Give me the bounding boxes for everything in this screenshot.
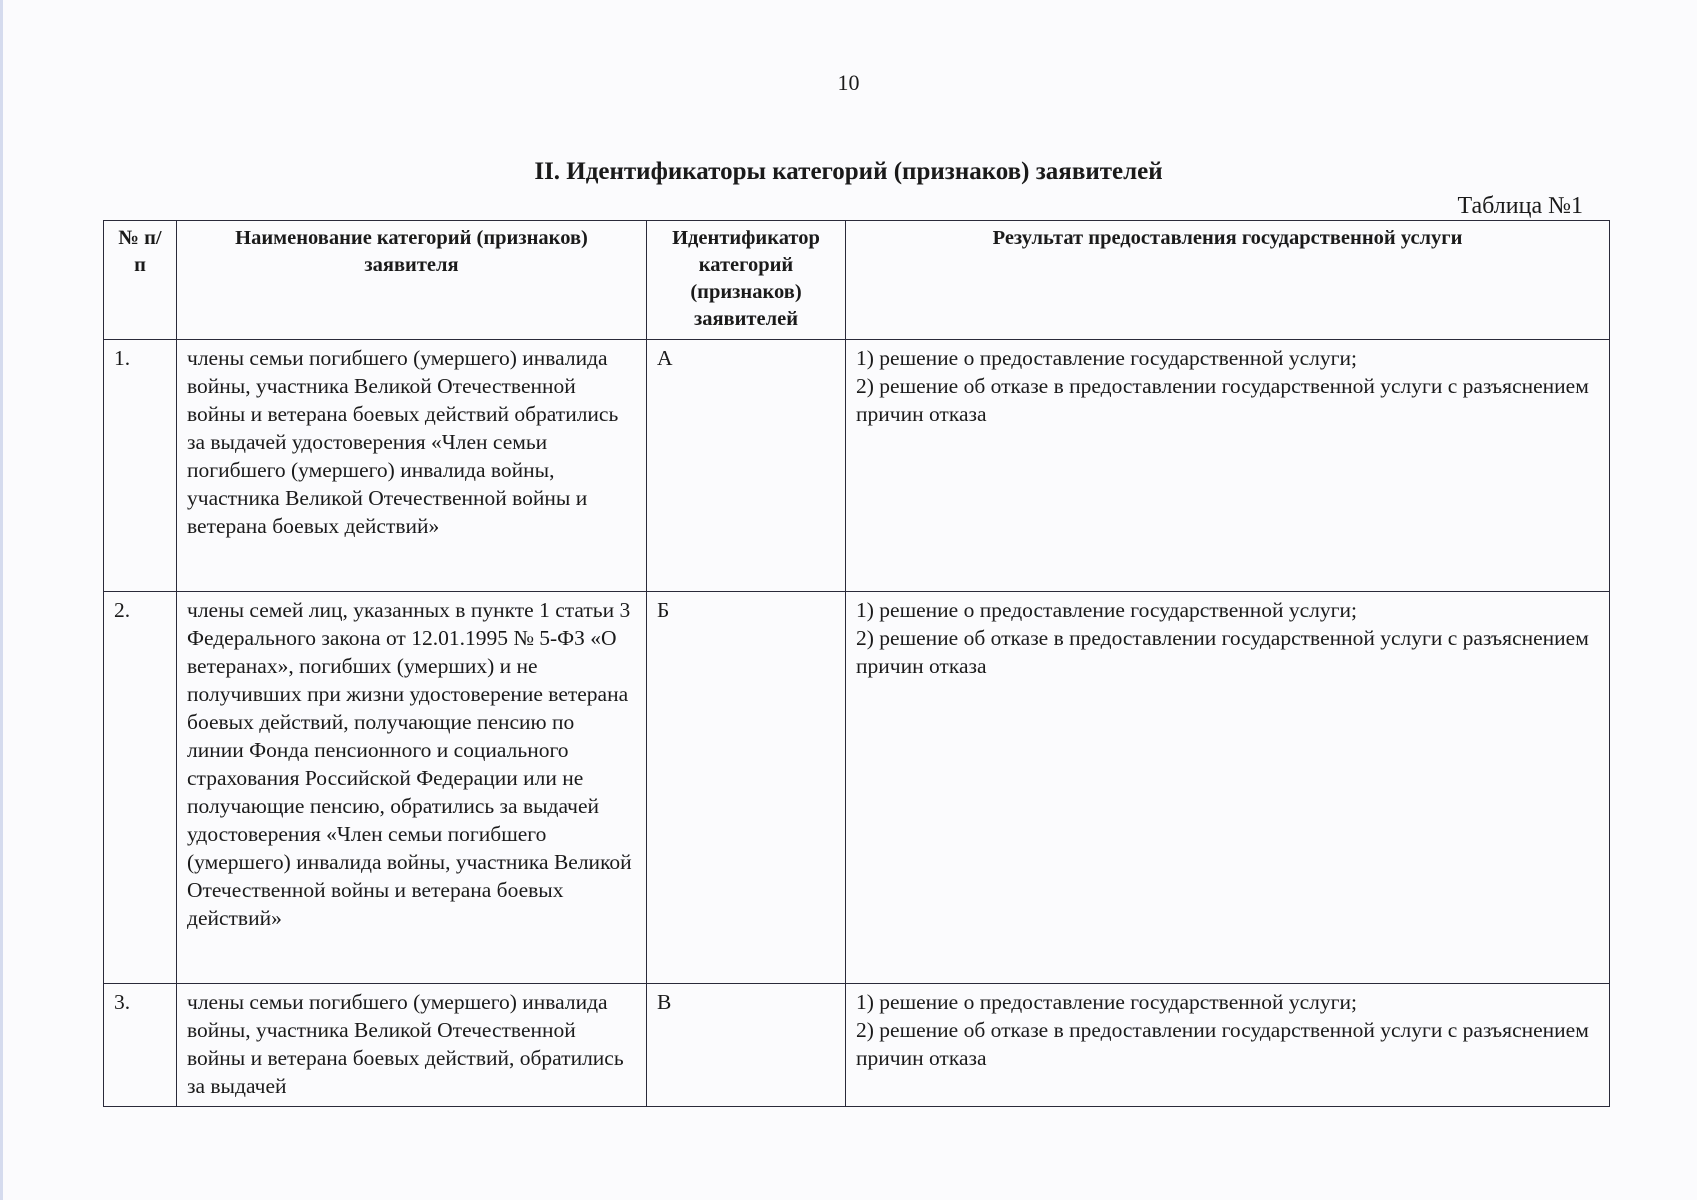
row-category-name: члены семей лиц, указанных в пункте 1 статьи 3 Федерального закона от 12.01.1995 № 5-ФЗ «О ветеранах», погибших (умерших) и не получивших при жизни удостоверение ветерана боевых действий, получающие пенсию по линии Фонда пенсионного и социального страхования Российской Федерации или не получающие пенсию, обратились за выдачей удостоверения «Член семьи погибшего (умершего) инвалида войны, участника Великой Отечественной войны и ветерана боевых действий» — [177, 592, 647, 984]
header-id: Идентификатор категорий (признаков) заявителей — [647, 221, 846, 340]
row-identifier: Б — [647, 592, 846, 984]
row-num: 1. — [104, 340, 177, 592]
result-item-2: 2) решение об отказе в предоставлении государственной услуги с разъяснением причин отказа — [856, 626, 1589, 678]
row-identifier: В — [647, 984, 846, 1107]
result-item-1: 1) решение о предоставление государственной услуги; — [856, 990, 1357, 1014]
row-num: 3. — [104, 984, 177, 1107]
result-item-1: 1) решение о предоставление государственной услуги; — [856, 598, 1357, 622]
result-item-1: 1) решение о предоставление государственной услуги; — [856, 346, 1357, 370]
result-item-2: 2) решение об отказе в предоставлении государственной услуги с разъяснением причин отказа — [856, 374, 1589, 426]
table-caption: Таблица №1 — [1457, 193, 1583, 219]
row-result — [846, 984, 1610, 1107]
row-result — [846, 340, 1610, 592]
table-row — [104, 984, 1610, 1107]
applicant-categories-table — [103, 220, 1610, 1107]
header-result: Результат предоставления государственной услуги — [846, 221, 1610, 340]
row-category-name: члены семьи погибшего (умершего) инвалида войны, участника Великой Отечественной войны и ветерана боевых действий обратились за выдачей удостоверения «Член семьи погибшего (умершего) инвалида войны, участника Великой Отечественной войны и ветерана боевых действий» — [177, 340, 647, 592]
table-row — [104, 592, 1610, 984]
header-name: Наименование категорий (признаков) заявителя — [177, 221, 647, 340]
row-category-name: члены семьи погибшего (умершего) инвалида войны, участника Великой Отечественной войны и ветерана боевых действий, обратились за выдачей — [177, 984, 647, 1107]
table-header-row — [104, 221, 1610, 340]
page-number: 10 — [837, 70, 860, 95]
row-num: 2. — [104, 592, 177, 984]
result-item-2: 2) решение об отказе в предоставлении государственной услуги с разъяснением причин отказа — [856, 1018, 1589, 1070]
row-identifier: А — [647, 340, 846, 592]
header-num: № п/п — [104, 221, 177, 340]
section-title: II. Идентификаторы категорий (признаков) заявителей — [534, 158, 1163, 185]
row-result — [846, 592, 1610, 984]
table-row — [104, 340, 1610, 592]
